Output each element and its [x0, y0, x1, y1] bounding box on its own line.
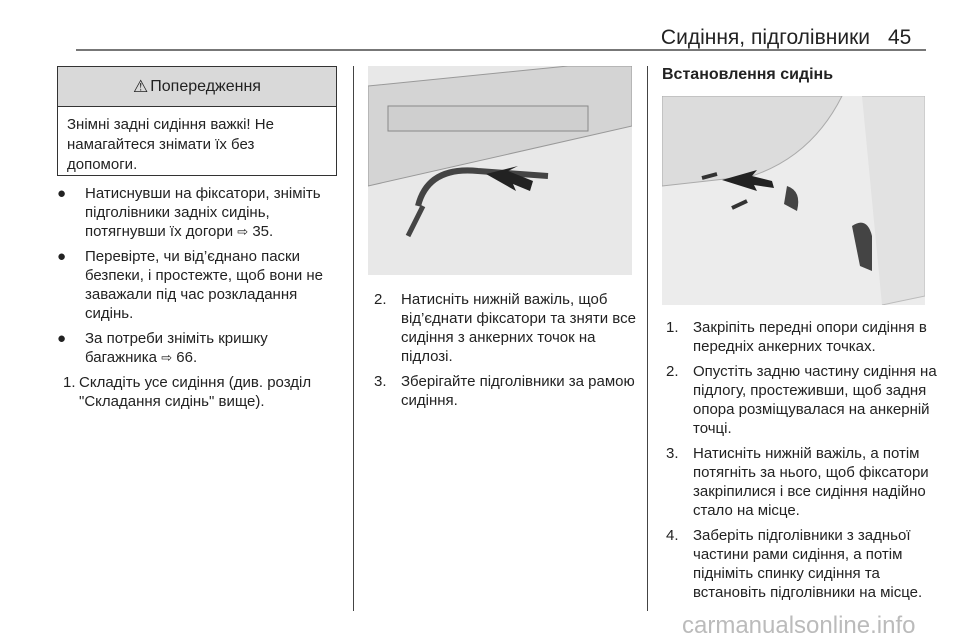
step-text: Закріпіть передні опори сидіння в передніх анкерних точках.	[693, 319, 927, 355]
bullet-item: ● Натиснувши на фіксатори, зніміть підголівники задніх сидінь, потягнувши їх догори ⇨ 35.	[57, 185, 321, 240]
warning-title: Попередження	[150, 77, 261, 95]
warning-text: Знімні задні сидіння важкі! Не намагайтеся знімати їх без допомоги.	[67, 116, 274, 173]
seat-lever-illustration	[368, 66, 632, 275]
page-ref-arrow-icon: ⇨	[161, 350, 173, 365]
page-number: 45	[888, 26, 912, 49]
page-ref-arrow-icon: ⇨	[237, 224, 249, 239]
step-item	[666, 362, 941, 438]
bullet-item: ● Перевірте, чи від’єднано паски безпеки, і простежте, щоб вони не заважали під час розкладання сидінь.	[57, 248, 324, 322]
column-2-text	[374, 290, 639, 416]
watermark: carmanualsonline.info	[682, 612, 916, 639]
step-item	[374, 372, 639, 410]
column-1-text	[57, 184, 342, 417]
page-ref[interactable]: 35	[252, 223, 270, 240]
bullet-text: Натиснувши на фіксатори, зніміть підголівники задніх сидінь, потягнувши їх догори	[85, 185, 321, 240]
step-text: Заберіть підголівники з задньої частини рами сидіння, а потім підніміть спинку сидіння та встановіть підголівники на місце.	[693, 527, 923, 601]
seat-install-illustration	[662, 96, 925, 305]
header-rule	[76, 49, 926, 51]
step-text: Опустіть задню частину сидіння на підлогу, простеживши, щоб задня опора розміщувалася на анкерній точці.	[693, 363, 937, 437]
step-item	[666, 526, 941, 602]
step-number: 1.	[666, 319, 679, 336]
step-text: Натисніть нижній важіль, щоб від’єднати фіксатори та зняти все сидіння з анкерних точок на підлозі.	[401, 291, 636, 365]
step-text: Складіть усе сидіння (див. розділ "Складання сидінь" вище).	[79, 374, 312, 410]
step-item	[374, 290, 639, 366]
warning-header	[58, 67, 336, 107]
step-text: Натисніть нижній важіль, а потім потягніть за нього, щоб фіксатори закріпилися і все сидіння надійно стало на місце.	[693, 445, 929, 519]
warning-box	[57, 66, 337, 176]
step-number: 4.	[666, 527, 679, 544]
step-text: Зберігайте підголівники за рамою сидіння.	[401, 373, 635, 409]
page-header-title: Сидіння, підголівники	[660, 26, 870, 49]
section-heading: Встановлення сидінь	[662, 66, 834, 83]
step-item	[666, 444, 941, 520]
column-divider	[647, 66, 648, 611]
bullet-text: За потреби зніміть кришку багажника	[85, 330, 268, 366]
step-number: 1.	[63, 374, 76, 391]
step-item	[57, 373, 342, 411]
step-number: 3.	[666, 445, 679, 462]
page-ref[interactable]: 66.	[176, 349, 198, 366]
column-3-text	[666, 318, 941, 608]
step-number: 2.	[666, 363, 679, 380]
bullet-text: Перевірте, чи від’єднано паски безпеки, і простежте, щоб вони не заважали під час розкладання сидінь.	[85, 248, 324, 322]
column-divider	[353, 66, 354, 611]
step-item	[666, 318, 941, 356]
step-number: 2.	[374, 291, 387, 308]
step-number: 3.	[374, 373, 387, 390]
warning-triangle-icon: ⚠	[133, 76, 149, 96]
bullet-item: ● За потреби зніміть кришку багажника ⇨ 66.	[57, 330, 268, 366]
